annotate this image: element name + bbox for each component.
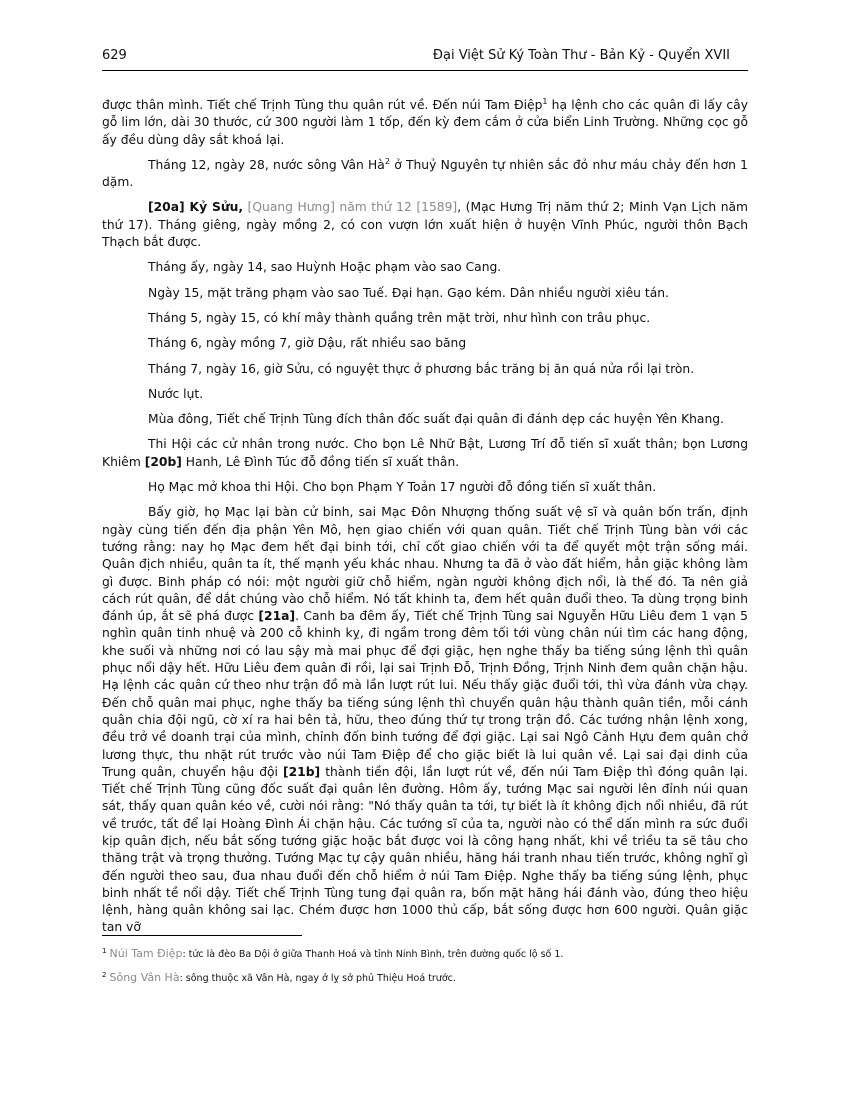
running-header bbox=[102, 48, 748, 66]
paragraph: Tháng 12, ngày 28, nước sông Vân $Hà^2$ ở Thuỷ Nguyên tự nhiên sắc đỏ như máu chảy đến hơn 1 dặm. bbox=[102, 156, 748, 190]
running-title: Đại Việt Sử Ký Toàn Thư - Bản Kỷ - Quyển XVII bbox=[432, 48, 730, 63]
paragraph: [20a] Kỷ Sửu, [Quang Hưng] năm thứ 12 [1589], (Mạc Hưng Trị năm thứ 2; Minh Vạn Lịch năm thứ 17). Tháng giêng, ngày mồng 2, có con vượn lớn xuất hiện ở huyện Vĩnh Phúc, người thôn Bạch Thạch bắt được. bbox=[102, 200, 749, 250]
paragraph: Tháng ấy, ngày 14, sao Huỳnh Hoặc phạm vào sao Cang. bbox=[148, 260, 502, 275]
reign-year: [Quang Hưng] năm thứ 12 [1589] bbox=[247, 200, 458, 215]
footnote-term: Sông Vân Hà bbox=[109, 971, 180, 984]
paragraph: Thi Hội các cử nhân trong nước. Cho bọn Lê Nhữ Bật, Lương Trí đỗ tiến sĩ xuất thân; bọn Lương Khiêm [20b] Hanh, Lê Đình Túc đỗ đồng tiến sĩ xuất thân. bbox=[102, 437, 748, 469]
paragraph: Ngày 15, mặt trăng phạm vào sao Tuế. Đại hạn. Gạo kém. Dân nhiều người xiêu tán. bbox=[148, 285, 669, 300]
folio-marker: [21b] bbox=[283, 764, 321, 779]
paragraph: Tháng 7, ngày 16, giờ Sửu, có nguyệt thực ở phương bắc trăng bị ăn quá nửa rồi lại tròn. bbox=[148, 361, 695, 376]
footnotes bbox=[102, 947, 748, 995]
folio-marker: [21a] bbox=[258, 609, 296, 624]
paragraph: Bấy giờ, họ Mạc lại bàn cử binh, sai Mạc Đôn Nhượng thống suất vệ sĩ và quân bốn trấn, định ngày cùng tiến đến địa phận Yên Mô, hẹn giao chiến với quan quân. Tiết chế Trịnh Tùng bàn với các tướng rằng: nay họ Mạc đem hết đại binh tới, chỉ cốt giao chiến với ta để quyết một trận sống mái. Quân địch nhiều, quân ta ít, thế mạnh yếu khác nhau. Nhưng ta đã ở vào đất hiểm, hẳn giặc không làm gì được. Binh pháp có nói: một người giữ chỗ hiểm, ngàn người không địch nổi, là thế đó. Ta nên giả cách rút quân, để dắt chúng vào chỗ hiểm. Nó tất khinh ta, đem hết quân đuổi theo. Ta dùng trọng binh đánh úp, ắt sẽ phá được [21a]. Canh ba đêm ấy, Tiết chế Trịnh Tùng sai Nguyễn Hữu Liêu đem 1 vạn 5 nghìn quân tinh nhuệ và 200 cỗ khinh kỵ, đi ngầm trong đêm tối tới vùng chân núi tìm các hang động, khe suối và những nơi có lau sậy mà mai phục để đợi giặc, hẹn nghe thấy ba tiếng súng lệnh thì quân phục nổi dậy hết. Hữu Liêu đem quân đi rồi, lại sai Trịnh Đỗ, Trịnh Đồng, Trịnh Ninh đem quân chặn hậu. Hạ lệnh các quân cứ theo như trận đồ mà lần lượt rút lui. Nếu thấy giặc đuổi tới, thì vừa đánh vừa chạy. Đến chỗ quân mai phục, nghe thấy ba tiếng súng lệnh thì chuyển quân hậu thành quân tiền, mỗi cánh quân chia đội ngũ, cờ xí ra hai bên tả, hữu, theo đúng thứ tự trong trận đồ. Các tướng nhận lệnh xong, đều trở về doanh trại của mình, chỉnh đốn binh tướng để đợi giặc. Lại sai Ngô Cảnh Hựu đem quân chở lương thực, thu nhặt rút trước vào núi Tam Điệp để cho giặc biết là lui quân về. Lại sai đại dinh của Trung quân, chuyển hậu đội [21b] thành tiền đội, lần lượt rút về, đến núi Tam Điệp thì đóng quân lại. Tiết chế Trịnh Tùng cũng đốc suất đại quân lên đường. Hôm ấy, tướng Mạc sai người lên đỉnh núi quan sát, thấy quan quân kéo về, cười nói rằng: "Nó thấy quân ta tới, tự biết là ít không địch nổi nhiều, đã rút về trước, tất để lại Hoàng Đình Ái chặn hậu. Các tướng sĩ của ta, người nào có thể dấn mình ra sức đuổi kịp quân địch, nếu bắt sống tướng giặc hoặc bắt được voi là công hạng nhất, khi về triều ta sẽ tâu cho thăng trật và trọng thưởng. Tướng Mạc tự cậy quân nhiều, hăng hái tranh nhau tiến trước, không nghĩ gì đến người theo sau, đua nhau đuổi đến chỗ hiểm ở núi Tam Điệp. Nghe thấy ba tiếng súng lệnh, phục binh nhất tề nổi dậy. Tiết chế Trịnh Tùng tung đại quân ra, bốn mặt hăng hái đánh vào, đúng theo hiệu lệnh, hàng quân không sai lạc. Chém được hơn 1000 thủ cấp, bắt sống được hơn 600 người. Quân giặc tan vỡ bbox=[102, 505, 748, 935]
footnote-term: Núi Tam Điệp bbox=[109, 947, 183, 960]
footnote: $^2$ Sông Vân Hà: sông thuộc xã Vân Hà, ngay ở lỵ sở phủ Thiệu Hoá trước. bbox=[102, 970, 456, 984]
paragraph: Tháng 6, ngày mồng 7, giờ Dậu, rất nhiều sao băng bbox=[148, 336, 467, 351]
paragraph: Nước lụt. bbox=[148, 386, 204, 401]
folio-marker: [20a] Kỷ Sửu, bbox=[148, 200, 244, 215]
footnote: $^1$ Núi Tam Điệp: tức là đèo Ba Dội ở giữa Thanh Hoá và tỉnh Ninh Bình, trên đường quốc lộ số 1. bbox=[102, 946, 564, 960]
folio-marker: [20b] bbox=[144, 454, 182, 469]
paragraph: Mùa đông, Tiết chế Trịnh Tùng đích thân đốc suất đại quân đi đánh dẹp các huyện Yên Khang. bbox=[148, 412, 724, 427]
footnote-ref[interactable]: 2 bbox=[384, 156, 390, 166]
footnote-ref[interactable]: 1 bbox=[542, 96, 548, 106]
header-rule bbox=[102, 70, 748, 71]
body-text bbox=[102, 97, 748, 937]
paragraph: được thân mình. Tiết chế Trịnh Tùng thu quân rút về. Đến núi Tam Điệp$^1$ hạ lệnh cho các quân đi lấy cây gỗ lim lớn, dài 30 thước, cứ 300 người làm 1 tốp, đến kỳ đem cắm ở cửa biển Linh Trường. Những cọc gỗ ấy đều dùng dây sắt khoá lại. bbox=[102, 96, 748, 147]
footnote-rule bbox=[102, 935, 302, 936]
paragraph: Tháng 5, ngày 15, có khí mây thành quầng trên mặt trời, như hình con trâu phục. bbox=[148, 310, 651, 325]
paragraph: Họ Mạc mở khoa thi Hội. Cho bọn Phạm Y Toản 17 người đỗ đồng tiến sĩ xuất thân. bbox=[148, 480, 657, 495]
page-number: 629 bbox=[102, 48, 127, 63]
